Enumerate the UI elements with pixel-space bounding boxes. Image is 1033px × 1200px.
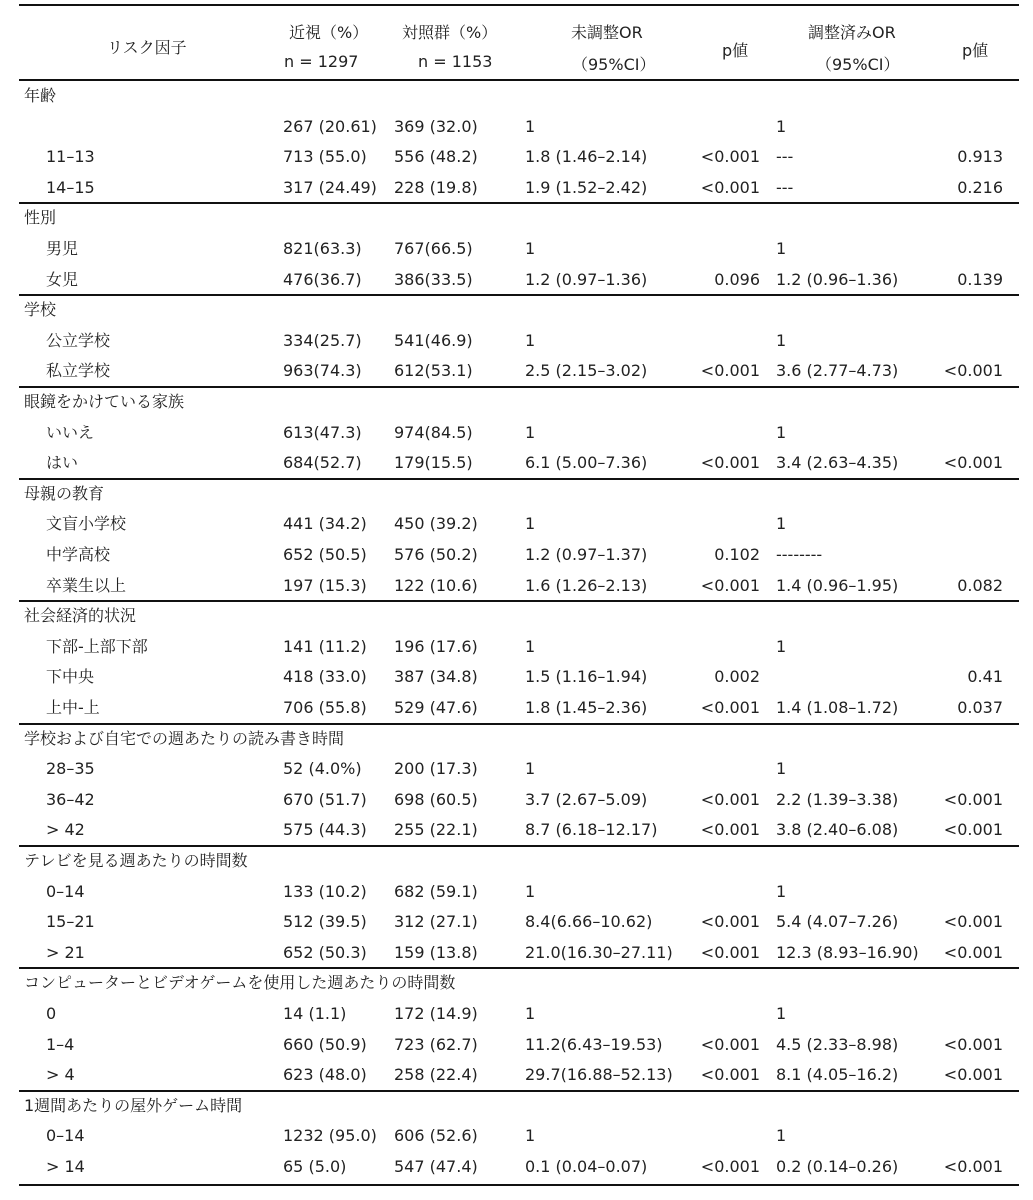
cell-p-value-unadjusted: <0.001 bbox=[700, 1034, 760, 1054]
cell-adjusted-or: 0.2 (0.14–0.26) bbox=[776, 1157, 899, 1176]
cell-myopia: 821(63.3) bbox=[283, 239, 362, 258]
cell-p-value-unadjusted: <0.001 bbox=[700, 147, 760, 167]
table-row bbox=[19, 754, 1019, 784]
cell-control: 196 (17.6) bbox=[394, 636, 478, 656]
cell-adjusted-or: 1 bbox=[776, 1126, 787, 1146]
group-title-row bbox=[19, 601, 1019, 631]
cell-label: 15–21 bbox=[46, 912, 95, 932]
group-title-row bbox=[19, 968, 1019, 998]
header-myopia-n: n = 1297 bbox=[284, 52, 359, 71]
cell-myopia: 141 (11.2) bbox=[283, 636, 367, 656]
cell-label: > 14 bbox=[46, 1157, 85, 1176]
cell-label: > 42 bbox=[46, 820, 85, 840]
cell-control: 200 (17.3) bbox=[394, 759, 478, 779]
group-title: 学校 bbox=[24, 300, 57, 320]
cell-myopia: 14 (1.1) bbox=[283, 1004, 347, 1023]
group-title-row bbox=[19, 203, 1019, 233]
cell-control: 122 (10.6) bbox=[394, 575, 478, 595]
cell-control: 556 (48.2) bbox=[394, 147, 478, 167]
cell-p-value-adjusted: <0.001 bbox=[943, 453, 1003, 473]
header-p-value-2: p値 bbox=[962, 41, 989, 60]
cell-unadjusted-or: 1 bbox=[525, 759, 536, 779]
table-row bbox=[19, 1030, 1019, 1060]
table-row bbox=[19, 907, 1019, 937]
cell-label: 1–4 bbox=[46, 1034, 75, 1054]
cell-unadjusted-or: 8.7 (6.18–12.17) bbox=[525, 820, 658, 840]
cell-label: > 4 bbox=[46, 1065, 75, 1085]
group-title: 性別 bbox=[24, 208, 57, 228]
header-p-value-1: p値 bbox=[722, 41, 749, 60]
table-row bbox=[19, 540, 1019, 570]
table-row bbox=[19, 662, 1019, 692]
cell-p-value-adjusted: 0.913 bbox=[957, 147, 1003, 167]
cell-control: 541(46.9) bbox=[394, 330, 473, 350]
cell-label: 男児 bbox=[46, 239, 79, 258]
cell-unadjusted-or: 1.6 (1.26–2.13) bbox=[525, 575, 648, 595]
cell-myopia: 317 (24.49) bbox=[283, 177, 377, 197]
cell-unadjusted-or: 1.5 (1.16–1.94) bbox=[525, 667, 648, 687]
cell-adjusted-or: 1 bbox=[776, 759, 787, 779]
cell-p-value-unadjusted: <0.001 bbox=[700, 1065, 760, 1085]
cell-unadjusted-or: 11.2(6.43–19.53) bbox=[525, 1034, 663, 1054]
cell-p-value-adjusted: <0.001 bbox=[943, 820, 1003, 840]
cell-myopia: 512 (39.5) bbox=[283, 912, 367, 932]
cell-myopia: 660 (50.9) bbox=[283, 1034, 367, 1054]
cell-unadjusted-or: 21.0(16.30–27.11) bbox=[525, 942, 673, 962]
cell-adjusted-or: 8.1 (4.05–16.2) bbox=[776, 1065, 899, 1085]
cell-myopia: 670 (51.7) bbox=[283, 789, 367, 809]
cell-control: 682 (59.1) bbox=[394, 881, 478, 901]
cell-unadjusted-or: 1.8 (1.46–2.14) bbox=[525, 147, 648, 167]
cell-label: 0–14 bbox=[46, 1126, 85, 1146]
cell-adjusted-or: 3.8 (2.40–6.08) bbox=[776, 820, 899, 840]
cell-adjusted-or: --- bbox=[776, 147, 794, 167]
cell-p-value-adjusted: 0.139 bbox=[957, 269, 1003, 289]
cell-p-value-unadjusted: <0.001 bbox=[700, 789, 760, 809]
cell-control: 723 (62.7) bbox=[394, 1034, 478, 1054]
cell-control: 450 (39.2) bbox=[394, 514, 478, 534]
cell-control: 312 (27.1) bbox=[394, 912, 478, 932]
table-row bbox=[19, 418, 1019, 448]
cell-p-value-unadjusted: <0.001 bbox=[700, 361, 760, 381]
cell-adjusted-or: 1 bbox=[776, 514, 787, 534]
cell-adjusted-or: 1 bbox=[776, 881, 787, 901]
cell-label: 36–42 bbox=[46, 789, 95, 809]
cell-p-value-unadjusted: <0.001 bbox=[700, 942, 760, 962]
cell-adjusted-or: 5.4 (4.07–7.26) bbox=[776, 912, 899, 932]
cell-p-value-unadjusted: <0.001 bbox=[700, 820, 760, 840]
cell-myopia: 441 (34.2) bbox=[283, 514, 367, 534]
cell-p-value-unadjusted: <0.001 bbox=[700, 698, 760, 717]
table-row bbox=[19, 815, 1019, 845]
cell-p-value-adjusted: <0.001 bbox=[943, 1157, 1003, 1176]
group-title-row bbox=[19, 295, 1019, 325]
cell-unadjusted-or: 1 bbox=[525, 636, 536, 656]
cell-myopia: 613(47.3) bbox=[283, 422, 362, 442]
cell-adjusted-or: 1 bbox=[776, 330, 787, 350]
cell-unadjusted-or: 1 bbox=[525, 1004, 536, 1023]
cell-unadjusted-or: 1.2 (0.97–1.37) bbox=[525, 545, 648, 564]
cell-adjusted-or: 3.4 (2.63–4.35) bbox=[776, 453, 899, 473]
cell-adjusted-or: 1 bbox=[776, 636, 787, 656]
cell-label: 0 bbox=[46, 1004, 57, 1023]
cell-control: 179(15.5) bbox=[394, 453, 473, 473]
cell-unadjusted-or: 3.7 (2.67–5.09) bbox=[525, 789, 648, 809]
cell-myopia: 65 (5.0) bbox=[283, 1157, 347, 1176]
header-control: 対照群（%） bbox=[402, 23, 498, 42]
cell-adjusted-or: 3.6 (2.77–4.73) bbox=[776, 361, 899, 381]
table-row bbox=[19, 1121, 1019, 1151]
cell-unadjusted-or: 1 bbox=[525, 1126, 536, 1146]
cell-control: 529 (47.6) bbox=[394, 698, 478, 717]
table-row bbox=[19, 142, 1019, 172]
table-row bbox=[19, 1060, 1019, 1090]
table-row bbox=[19, 112, 1019, 142]
cell-myopia: 575 (44.3) bbox=[283, 820, 367, 840]
cell-label: 女児 bbox=[46, 269, 79, 289]
table-row bbox=[19, 1152, 1019, 1182]
cell-myopia: 476(36.7) bbox=[283, 269, 362, 289]
cell-adjusted-or: 1 bbox=[776, 1004, 787, 1023]
cell-myopia: 418 (33.0) bbox=[283, 667, 367, 687]
cell-myopia: 623 (48.0) bbox=[283, 1065, 367, 1085]
cell-label: 下中央 bbox=[46, 667, 95, 687]
cell-control: 369 (32.0) bbox=[394, 116, 478, 136]
cell-adjusted-or: 4.5 (2.33–8.98) bbox=[776, 1034, 899, 1054]
group-title: 年齢 bbox=[24, 86, 57, 105]
cell-p-value-adjusted: <0.001 bbox=[943, 1034, 1003, 1054]
table-row bbox=[19, 448, 1019, 478]
cell-p-value-unadjusted: 0.102 bbox=[714, 545, 760, 564]
cell-myopia: 706 (55.8) bbox=[283, 698, 367, 717]
cell-p-value-adjusted: <0.001 bbox=[943, 789, 1003, 809]
cell-p-value-unadjusted: 0.002 bbox=[714, 667, 760, 687]
table-row bbox=[19, 877, 1019, 907]
cell-unadjusted-or: 8.4(6.66–10.62) bbox=[525, 912, 653, 932]
cell-myopia: 652 (50.5) bbox=[283, 545, 367, 564]
cell-p-value-adjusted: 0.216 bbox=[957, 177, 1003, 197]
cell-unadjusted-or: 29.7(16.88–52.13) bbox=[525, 1065, 673, 1085]
cell-unadjusted-or: 1.2 (0.97–1.36) bbox=[525, 269, 648, 289]
cell-label: 公立学校 bbox=[46, 330, 111, 350]
cell-unadjusted-or: 1 bbox=[525, 116, 536, 136]
cell-control: 698 (60.5) bbox=[394, 789, 478, 809]
group-title: 1週間あたりの屋外ゲーム時間 bbox=[24, 1095, 243, 1115]
cell-label: はい bbox=[46, 453, 79, 473]
cell-p-value-unadjusted: <0.001 bbox=[700, 177, 760, 197]
cell-control: 228 (19.8) bbox=[394, 177, 478, 197]
cell-myopia: 684(52.7) bbox=[283, 453, 362, 473]
cell-control: 547 (47.4) bbox=[394, 1157, 478, 1176]
table-row bbox=[19, 326, 1019, 356]
cell-control: 258 (22.4) bbox=[394, 1065, 478, 1085]
cell-adjusted-or: 1 bbox=[776, 116, 787, 136]
cell-unadjusted-or: 1.9 (1.52–2.42) bbox=[525, 177, 648, 197]
cell-adjusted-or: -------- bbox=[776, 545, 823, 564]
cell-myopia: 963(74.3) bbox=[283, 361, 362, 381]
table-row bbox=[19, 265, 1019, 295]
cell-label: 28–35 bbox=[46, 759, 95, 779]
cell-p-value-unadjusted: <0.001 bbox=[700, 1157, 760, 1176]
table-row bbox=[19, 785, 1019, 815]
cell-label: 卒業生以上 bbox=[46, 575, 127, 595]
header-unadjusted-or: 未調整OR bbox=[571, 23, 643, 42]
cell-label: 0–14 bbox=[46, 881, 85, 901]
cell-control: 606 (52.6) bbox=[394, 1126, 478, 1146]
top-rule bbox=[19, 4, 1019, 6]
cell-label: いいえ bbox=[46, 422, 95, 442]
table-row bbox=[19, 356, 1019, 386]
cell-p-value-unadjusted: <0.001 bbox=[700, 575, 760, 595]
cell-control: 974(84.5) bbox=[394, 422, 473, 442]
cell-control: 387 (34.8) bbox=[394, 667, 478, 687]
group-title: 学校および自宅での週あたりの読み書き時間 bbox=[24, 728, 345, 748]
cell-unadjusted-or: 1.8 (1.45–2.36) bbox=[525, 698, 648, 717]
group-title: 社会経済的状況 bbox=[24, 606, 137, 626]
group-title-row bbox=[19, 479, 1019, 509]
table-row bbox=[19, 938, 1019, 968]
cell-p-value-adjusted: 0.082 bbox=[957, 575, 1003, 595]
header-risk-factor: リスク因子 bbox=[107, 38, 187, 57]
bottom-rule bbox=[19, 1184, 1019, 1186]
table-row bbox=[19, 632, 1019, 662]
cell-myopia: 1232 (95.0) bbox=[283, 1126, 377, 1146]
cell-unadjusted-or: 2.5 (2.15–3.02) bbox=[525, 361, 648, 381]
cell-myopia: 713 (55.0) bbox=[283, 147, 367, 167]
cell-adjusted-or: 1.4 (1.08–1.72) bbox=[776, 698, 899, 717]
group-title-row bbox=[19, 81, 1019, 111]
cell-myopia: 133 (10.2) bbox=[283, 881, 367, 901]
cell-label: > 21 bbox=[46, 942, 85, 962]
cell-adjusted-or: 1 bbox=[776, 239, 787, 258]
cell-adjusted-or: 12.3 (8.93–16.90) bbox=[776, 942, 919, 962]
cell-unadjusted-or: 1 bbox=[525, 881, 536, 901]
cell-control: 612(53.1) bbox=[394, 361, 473, 381]
cell-p-value-adjusted: <0.001 bbox=[943, 361, 1003, 381]
cell-adjusted-or: --- bbox=[776, 177, 794, 197]
cell-label: 文盲小学校 bbox=[46, 514, 127, 534]
cell-control: 159 (13.8) bbox=[394, 942, 478, 962]
table-row bbox=[19, 999, 1019, 1029]
cell-p-value-adjusted: <0.001 bbox=[943, 912, 1003, 932]
cell-unadjusted-or: 1 bbox=[525, 422, 536, 442]
cell-myopia: 652 (50.3) bbox=[283, 942, 367, 962]
cell-adjusted-or: 1.4 (0.96–1.95) bbox=[776, 575, 899, 595]
cell-p-value-unadjusted: 0.096 bbox=[714, 269, 760, 289]
group-title-row bbox=[19, 1091, 1019, 1121]
cell-adjusted-or: 1.2 (0.96–1.36) bbox=[776, 269, 899, 289]
cell-label: 下部-上部下部 bbox=[46, 636, 148, 656]
cell-p-value-adjusted: <0.001 bbox=[943, 942, 1003, 962]
cell-adjusted-or: 1 bbox=[776, 422, 787, 442]
table-row bbox=[19, 234, 1019, 264]
cell-p-value-unadjusted: <0.001 bbox=[700, 912, 760, 932]
cell-control: 386(33.5) bbox=[394, 269, 473, 289]
cell-unadjusted-or: 1 bbox=[525, 330, 536, 350]
cell-myopia: 197 (15.3) bbox=[283, 575, 367, 595]
cell-label: 14–15 bbox=[46, 177, 95, 197]
cell-unadjusted-or: 1 bbox=[525, 514, 536, 534]
cell-control: 172 (14.9) bbox=[394, 1004, 478, 1023]
cell-myopia: 334(25.7) bbox=[283, 330, 362, 350]
table-row bbox=[19, 693, 1019, 723]
table-row bbox=[19, 509, 1019, 539]
cell-p-value-adjusted: 0.037 bbox=[957, 698, 1003, 717]
cell-myopia: 52 (4.0%) bbox=[283, 759, 362, 779]
header-adjusted-or: 調整済みOR bbox=[808, 23, 896, 42]
group-title-row bbox=[19, 846, 1019, 876]
cell-label: 11–13 bbox=[46, 147, 95, 167]
cell-control: 576 (50.2) bbox=[394, 545, 478, 564]
cell-label: 私立学校 bbox=[46, 361, 111, 381]
header-control-n: n = 1153 bbox=[418, 52, 493, 71]
header-myopia: 近視（%） bbox=[289, 23, 369, 42]
group-title-row bbox=[19, 387, 1019, 417]
cell-myopia: 267 (20.61) bbox=[283, 116, 377, 136]
cell-p-value-unadjusted: <0.001 bbox=[700, 453, 760, 473]
header-ci-2: （95%CI） bbox=[816, 55, 900, 74]
group-title: 眼鏡をかけている家族 bbox=[24, 392, 185, 411]
group-title: 母親の教育 bbox=[24, 483, 105, 503]
cell-unadjusted-or: 0.1 (0.04–0.07) bbox=[525, 1157, 648, 1176]
cell-control: 255 (22.1) bbox=[394, 820, 478, 840]
cell-p-value-adjusted: <0.001 bbox=[943, 1065, 1003, 1085]
cell-adjusted-or: 2.2 (1.39–3.38) bbox=[776, 789, 899, 809]
cell-unadjusted-or: 6.1 (5.00–7.36) bbox=[525, 453, 648, 473]
group-title-row bbox=[19, 724, 1019, 754]
header-ci-1: （95%CI） bbox=[572, 55, 656, 74]
group-title: テレビを見る週あたりの時間数 bbox=[24, 851, 248, 870]
table-row bbox=[19, 571, 1019, 601]
group-title: コンピューターとビデオゲームを使用した週あたりの時間数 bbox=[24, 973, 456, 993]
cell-control: 767(66.5) bbox=[394, 239, 473, 258]
cell-unadjusted-or: 1 bbox=[525, 239, 536, 258]
table-row bbox=[19, 173, 1019, 203]
cell-label: 中学高校 bbox=[46, 545, 111, 564]
cell-p-value-adjusted: 0.41 bbox=[967, 667, 1003, 687]
cell-label: 上中-上 bbox=[46, 698, 100, 717]
